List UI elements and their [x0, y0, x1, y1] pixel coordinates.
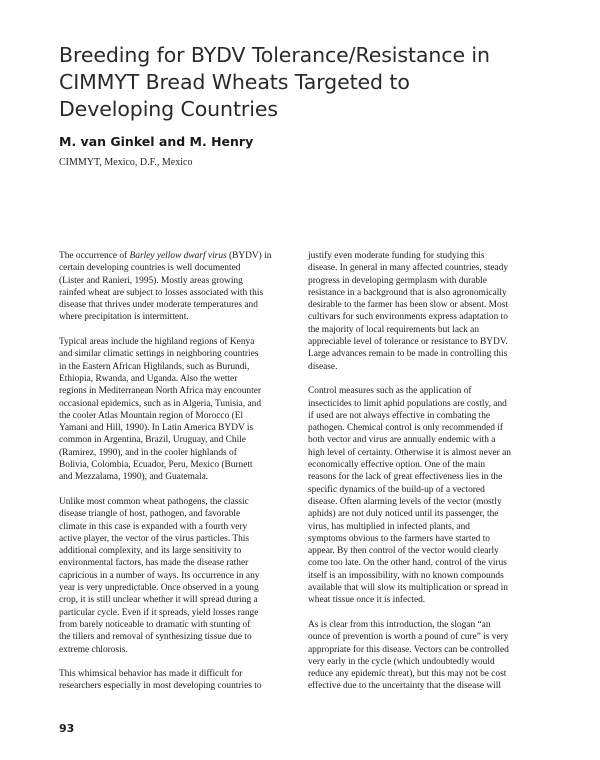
text-segment: extreme chlorosis.	[59, 644, 128, 655]
text-line	[308, 385, 536, 397]
text-segment: justify even moderate funding for studying this	[308, 251, 485, 261]
text-segment: symptoms obvious to the farmers have started to	[308, 533, 490, 544]
text-segment: aphids) are not duly noticed until its passenger, the	[308, 509, 499, 520]
text-line	[59, 398, 287, 410]
text-segment: in the Eastern African Highlands, such as Burundi,	[59, 361, 250, 372]
text-segment: desirable to the farmer has been slow or absent. Most	[308, 300, 508, 311]
text-segment: if used are not always effective in combating the	[308, 410, 491, 421]
text-line	[308, 287, 536, 299]
text-line	[308, 508, 536, 520]
text-segment: active player, the vector of the virus particles. This	[59, 533, 250, 544]
text-segment: high level of certainty. Otherwise it is almost never an	[308, 447, 511, 458]
text-segment: year is very unpredictable. Once observed in a young	[59, 583, 259, 594]
text-segment: crop, it is still unclear whether it will spread during a	[59, 595, 258, 606]
text-segment: (Ramirez, 1990), and in the cooler highlands of	[59, 447, 237, 458]
text-segment: This whimsical behavior has made it difficult for	[59, 669, 243, 680]
text-line	[59, 668, 287, 680]
text-line	[59, 361, 287, 373]
text-segment: reduce any epidemic threat), but this may not be cost	[308, 669, 507, 680]
text-line	[59, 631, 287, 643]
text-line	[308, 459, 536, 471]
text-line	[308, 619, 536, 631]
body-paragraph	[308, 250, 536, 373]
text-segment: occasional epidemics, such as in Algeria, Tunisia, and	[59, 398, 262, 409]
text-line	[308, 484, 536, 496]
text-line	[308, 250, 536, 262]
text-segment: Yamani and Hill, 1990). In Latin America BYDV is	[59, 423, 254, 434]
text-segment: ounce of prevention is worth a pound of cure” is very	[308, 632, 509, 643]
text-segment: environmental factors, has made the disease rather	[59, 558, 249, 569]
text-line	[308, 275, 536, 287]
text-segment: the tillers and removal of synthesizing tissue due to	[59, 632, 252, 643]
text-segment: disease.	[308, 361, 338, 372]
text-segment: The occurrence of	[59, 251, 130, 261]
text-line	[59, 275, 287, 287]
text-segment: Ethiopia, Rwanda, and Uganda. Also the wetter	[59, 373, 238, 384]
text-line	[308, 324, 536, 336]
text-segment: regions in Mediterranean North Africa may encounter	[59, 386, 262, 397]
text-line	[59, 594, 287, 606]
title-line: Developing Countries	[59, 97, 278, 121]
text-line	[308, 557, 536, 569]
text-segment: Control measures such as the application of	[308, 386, 472, 397]
text-line	[308, 496, 536, 508]
text-segment: climate in this case is expanded with a fourth very	[59, 521, 248, 532]
text-segment: cultivars for such environments express adaptation to	[308, 312, 508, 323]
text-segment: pathogen. Chemical control is only recommended if	[308, 423, 503, 434]
text-line	[308, 545, 536, 557]
text-segment: available that will slow its multiplication or spread in	[308, 583, 508, 594]
text-segment: particular cycle. Even if it spreads, yield losses range	[59, 607, 259, 618]
text-line	[308, 348, 536, 360]
text-segment: disease. In general in many affected countries, steady	[308, 263, 509, 274]
text-line	[308, 311, 536, 323]
text-line	[59, 644, 287, 656]
text-segment: capricious in a number of ways. Its occurrence in any	[59, 570, 260, 581]
page-number: 93	[59, 722, 75, 735]
text-line	[59, 508, 287, 520]
text-line	[59, 311, 287, 323]
text-line	[59, 299, 287, 311]
text-segment: both vector and virus are annually endemic with a	[308, 435, 496, 446]
text-segment: Bolivia, Colombia, Ecuador, Peru, Mexico (Burnett	[59, 460, 253, 471]
text-line	[308, 644, 536, 656]
text-segment: and similar climatic settings in neighboring countries	[59, 349, 259, 360]
text-line	[59, 680, 287, 692]
text-line	[59, 410, 287, 422]
text-line	[59, 434, 287, 446]
text-line	[59, 521, 287, 533]
body-paragraph	[59, 250, 287, 324]
text-line	[59, 385, 287, 397]
text-segment: certain developing countries is well documented	[59, 263, 241, 274]
text-line	[59, 582, 287, 594]
paper-title	[59, 42, 539, 123]
text-line	[308, 570, 536, 582]
text-line	[308, 447, 536, 459]
text-segment: additional complexity, and its large sensitivity to	[59, 546, 242, 557]
text-segment: specific dynamics of the build-up of a vectored	[308, 484, 485, 495]
title-line: Breeding for BYDV Tolerance/Resistance in	[59, 43, 490, 67]
text-segment: effective due to the uncertainty that the disease will	[308, 681, 501, 692]
text-segment: appreciable level of tolerance or resistance to BYDV.	[308, 337, 508, 348]
text-segment: progress in developing germplasm with durable	[308, 275, 487, 286]
text-segment: common in Argentina, Brazil, Uruguay, and Chile	[59, 435, 246, 446]
text-line	[308, 533, 536, 545]
text-segment: reasons for the lack of great effectiveness lies in the	[308, 472, 503, 483]
text-line	[59, 607, 287, 619]
text-segment: (BYDV) in	[226, 251, 272, 261]
text-segment: As is clear from this introduction, the slogan “an	[308, 619, 491, 630]
body-paragraph	[59, 496, 287, 656]
text-segment: and Mezzalama, 1990), and Guatemala.	[59, 472, 209, 483]
text-line	[59, 373, 287, 385]
text-line	[308, 471, 536, 483]
text-segment: appropriate for this disease. Vectors can be controlled	[308, 644, 509, 655]
right-column	[308, 250, 536, 705]
text-segment: Large advances remain to be made in controlling this	[308, 349, 508, 360]
text-line	[59, 447, 287, 459]
text-segment: come too late. On the other hand, control of the virus	[308, 558, 507, 569]
text-line	[59, 570, 287, 582]
text-line	[308, 680, 536, 692]
text-line	[59, 250, 287, 262]
text-line	[59, 422, 287, 434]
text-line	[59, 459, 287, 471]
text-line	[308, 410, 536, 422]
text-segment: virus, has multiplied in infected plants, and	[308, 521, 470, 532]
affiliation: CIMMYT, Mexico, D.F., Mexico	[59, 157, 193, 168]
text-line	[308, 434, 536, 446]
text-line	[59, 287, 287, 299]
text-segment: disease. Often alarming levels of the vector (mostly	[308, 496, 502, 507]
text-segment: economically effective option. One of the main	[308, 460, 486, 471]
text-segment: (Lister and Ranieri, 1995). Mostly areas growing	[59, 275, 243, 286]
text-line	[308, 262, 536, 274]
text-line	[308, 582, 536, 594]
text-line	[308, 631, 536, 643]
text-segment: from barely noticeable to dramatic with stunting of	[59, 619, 251, 630]
text-line	[59, 348, 287, 360]
italic-text: Barley yellow dwarf virus	[129, 251, 227, 261]
text-line	[308, 668, 536, 680]
body-paragraph	[59, 336, 287, 484]
text-segment: resistance in a background that is also agronomically	[308, 287, 507, 298]
text-line	[308, 361, 536, 373]
text-segment: insecticides to limit aphid populations are costly, and	[308, 398, 507, 409]
text-line	[59, 557, 287, 569]
title-line: CIMMYT Bread Wheats Targeted to	[59, 70, 410, 94]
text-segment: rainfed wheat are subject to losses associated with this	[59, 287, 264, 298]
text-segment: the majority of local requirements but lack an	[308, 324, 480, 335]
text-segment: disease that thrives under moderate temperatures and	[59, 300, 258, 311]
text-line	[59, 533, 287, 545]
text-segment: wheat tissue once it is infected.	[308, 595, 426, 606]
text-line	[308, 299, 536, 311]
text-line	[308, 521, 536, 533]
text-line	[308, 336, 536, 348]
text-line	[308, 398, 536, 410]
text-segment: very early in the cycle (which undoubtedly would	[308, 656, 495, 667]
text-line	[308, 594, 536, 606]
text-segment: Unlike most common wheat pathogens, the classic	[59, 496, 249, 507]
text-line	[59, 262, 287, 274]
left-column	[59, 250, 287, 705]
body-paragraph	[308, 385, 536, 606]
text-line	[59, 336, 287, 348]
text-line	[59, 471, 287, 483]
text-line	[308, 422, 536, 434]
authors: M. van Ginkel and M. Henry	[59, 134, 254, 149]
text-segment: disease triangle of host, pathogen, and favorable	[59, 509, 241, 520]
text-segment: researchers especially in most developing countries to	[59, 681, 262, 692]
text-line	[59, 496, 287, 508]
text-segment: Typical areas include the highland regions of Kenya	[59, 337, 255, 348]
body-paragraph	[59, 668, 287, 693]
text-line	[59, 545, 287, 557]
body-paragraph	[308, 619, 536, 693]
text-segment: where precipitation is intermittent.	[59, 312, 189, 323]
text-line	[308, 656, 536, 668]
text-segment: itself is an impossibility, with no known compounds	[308, 570, 504, 581]
text-segment: appear. By then control of the vector would clearly	[308, 546, 499, 557]
text-line	[59, 619, 287, 631]
text-segment: the cooler Atlas Mountain region of Morocco (El	[59, 410, 244, 421]
